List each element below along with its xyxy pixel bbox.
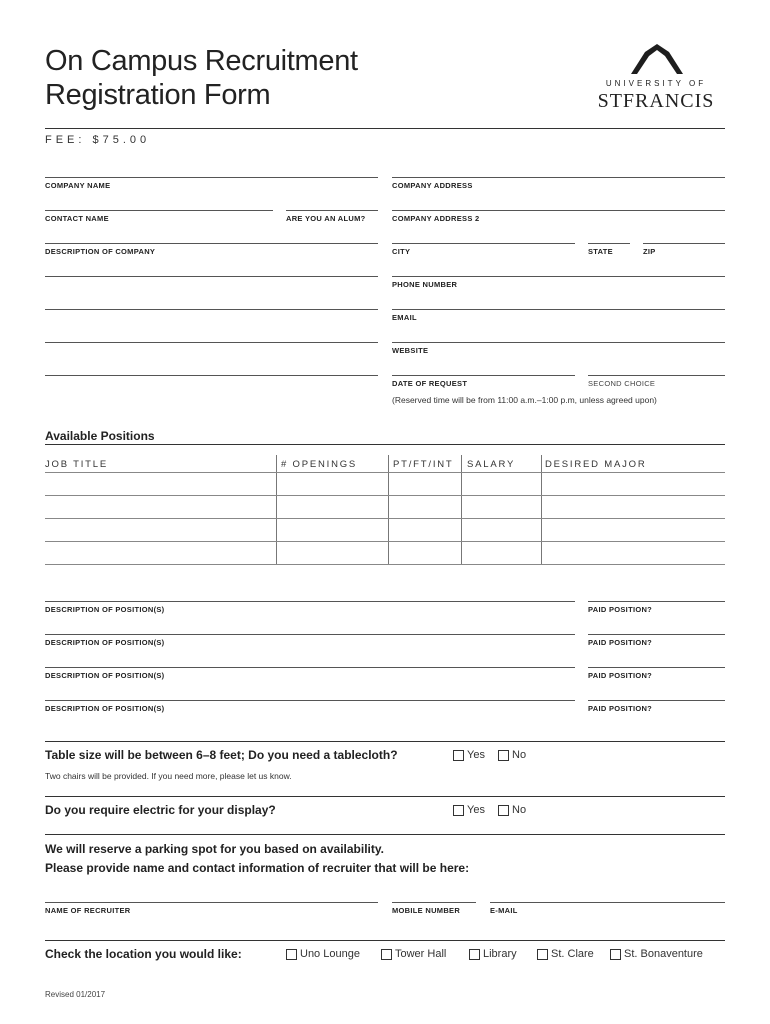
checkbox-icon [469, 949, 480, 960]
position-description-line[interactable] [45, 667, 575, 668]
description-label: DESCRIPTION OF COMPANY [45, 247, 156, 256]
location-tower-hall-checkbox[interactable] [381, 948, 446, 960]
electric-no-checkbox[interactable] [498, 804, 526, 816]
position-description-line[interactable] [45, 601, 575, 602]
description-line-4[interactable] [45, 342, 378, 343]
description-line-5[interactable] [45, 375, 378, 376]
checkbox-icon [498, 805, 509, 816]
position-description-label: DESCRIPTION OF POSITION(S) [45, 638, 165, 647]
company-address-label: COMPANY ADDRESS [392, 181, 473, 190]
electric-question: Do you require electric for your display? [45, 803, 276, 817]
tablecloth-question: Table size will be between 6–8 feet; Do you need a tablecloth? [45, 748, 398, 762]
col-openings: # OPENINGS [281, 459, 358, 470]
checkbox-icon [453, 805, 464, 816]
recruiter-email-line[interactable] [490, 902, 725, 903]
contact-name-line[interactable] [45, 210, 273, 211]
paid-position-label: PAID POSITION? [588, 671, 653, 680]
alum-label: ARE YOU AN ALUM? [286, 214, 366, 223]
section-divider [45, 741, 725, 742]
logo-st-francis: STFRANCIS [597, 90, 715, 112]
location-st-clare-checkbox[interactable] [537, 948, 594, 960]
col-job-title: JOB TITLE [45, 459, 109, 470]
location-uno-lounge-checkbox[interactable] [286, 948, 360, 960]
email-line[interactable] [392, 309, 725, 310]
state-line[interactable] [588, 243, 630, 244]
company-address-2-label: COMPANY ADDRESS 2 [392, 214, 480, 223]
company-name-label: COMPANY NAME [45, 181, 111, 190]
table-row[interactable] [45, 564, 725, 565]
website-label: WEBSITE [392, 346, 429, 355]
paid-position-label: PAID POSITION? [588, 638, 653, 647]
title-line-1: On Campus Recruitment [45, 45, 358, 77]
university-logo [585, 44, 727, 110]
title-line-2: Registration Form [45, 79, 271, 111]
checkbox-label: St. Clare [551, 948, 594, 960]
section-divider [45, 834, 725, 835]
checkbox-label: No [512, 804, 527, 816]
col-salary: SALARY [467, 459, 516, 470]
email-label: EMAIL [392, 313, 417, 322]
position-description-line[interactable] [45, 700, 575, 701]
phone-line[interactable] [392, 276, 725, 277]
checkbox-label: Yes [467, 749, 485, 761]
checkbox-label: Library [483, 948, 517, 960]
section-divider [45, 940, 725, 941]
paid-position-line[interactable] [588, 667, 725, 668]
revised-date: Revised 01/2017 [45, 990, 106, 999]
recruiter-name-line[interactable] [45, 902, 378, 903]
checkbox-icon [610, 949, 621, 960]
description-line-3[interactable] [45, 309, 378, 310]
position-description-label: DESCRIPTION OF POSITION(S) [45, 671, 165, 680]
checkbox-label: Uno Lounge [300, 948, 360, 960]
paid-position-line[interactable] [588, 700, 725, 701]
company-name-line[interactable] [45, 177, 378, 178]
col-pt-ft-int: PT/FT/INT [393, 459, 454, 470]
zip-line[interactable] [643, 243, 725, 244]
checkbox-label: St. Bonaventure [624, 948, 703, 960]
checkbox-icon [286, 949, 297, 960]
parking-text-2: Please provide name and contact information of recruiter that will be here: [45, 861, 470, 875]
mobile-number-label: MOBILE NUMBER [392, 906, 461, 915]
phone-label: PHONE NUMBER [392, 280, 458, 289]
city-label: CITY [392, 247, 411, 256]
company-address-line[interactable] [392, 177, 725, 178]
date-request-line[interactable] [392, 375, 575, 376]
checkbox-label: No [512, 749, 527, 761]
table-row[interactable] [45, 541, 725, 542]
paid-position-line[interactable] [588, 601, 725, 602]
description-line-2[interactable] [45, 276, 378, 277]
checkbox-label: Tower Hall [395, 948, 447, 960]
page-title [45, 44, 358, 112]
second-choice-line[interactable] [588, 375, 725, 376]
paid-position-label: PAID POSITION? [588, 704, 653, 713]
checkbox-label: Yes [467, 804, 485, 816]
table-row[interactable] [45, 495, 725, 496]
location-question: Check the location you would like: [45, 947, 242, 961]
paid-position-label: PAID POSITION? [588, 605, 653, 614]
position-description-label: DESCRIPTION OF POSITION(S) [45, 605, 165, 614]
position-description-line[interactable] [45, 634, 575, 635]
positions-top-rule [45, 444, 725, 445]
parking-text-1: We will reserve a parking spot for you based on availability. [45, 842, 384, 856]
checkbox-icon [381, 949, 392, 960]
website-line[interactable] [392, 342, 725, 343]
logo-university-of: UNIVERSITY OF [605, 79, 707, 88]
position-description-label: DESCRIPTION OF POSITION(S) [45, 704, 165, 713]
table-row[interactable] [45, 518, 725, 519]
zip-label: ZIP [643, 247, 656, 256]
checkbox-icon [537, 949, 548, 960]
recruiter-name-label: NAME OF RECRUITER [45, 906, 131, 915]
date-request-label: DATE OF REQUEST [392, 379, 468, 388]
mobile-number-line[interactable] [392, 902, 476, 903]
logo-arch-icon [585, 44, 727, 80]
section-divider [45, 796, 725, 797]
city-line[interactable] [392, 243, 575, 244]
reserved-time-note: (Reserved time will be from 11:00 a.m.–1:00 p.m, unless agreed upon) [392, 395, 657, 405]
paid-position-line[interactable] [588, 634, 725, 635]
col-desired-major: DESIRED MAJOR [545, 459, 647, 470]
location-library-checkbox[interactable] [469, 948, 517, 960]
location-st-bonaventure-checkbox[interactable] [610, 948, 703, 960]
recruiter-email-label: E-MAIL [490, 906, 518, 915]
checkbox-icon [498, 750, 509, 761]
chairs-note: Two chairs will be provided. If you need more, please let us know. [45, 771, 292, 781]
second-choice-label: SECOND CHOICE [588, 379, 656, 388]
tablecloth-yes-checkbox[interactable] [453, 749, 485, 761]
company-address-2-line[interactable] [392, 210, 725, 211]
electric-yes-checkbox[interactable] [453, 804, 485, 816]
description-line[interactable] [45, 243, 378, 244]
header-divider [45, 128, 725, 129]
checkbox-icon [453, 750, 464, 761]
contact-name-label: CONTACT NAME [45, 214, 109, 223]
state-label: STATE [588, 247, 613, 256]
table-row[interactable] [45, 472, 725, 473]
alum-line[interactable] [286, 210, 378, 211]
available-positions-heading: Available Positions [45, 429, 155, 443]
fee-label: FEE: $75.00 [45, 134, 151, 146]
tablecloth-no-checkbox[interactable] [498, 749, 526, 761]
